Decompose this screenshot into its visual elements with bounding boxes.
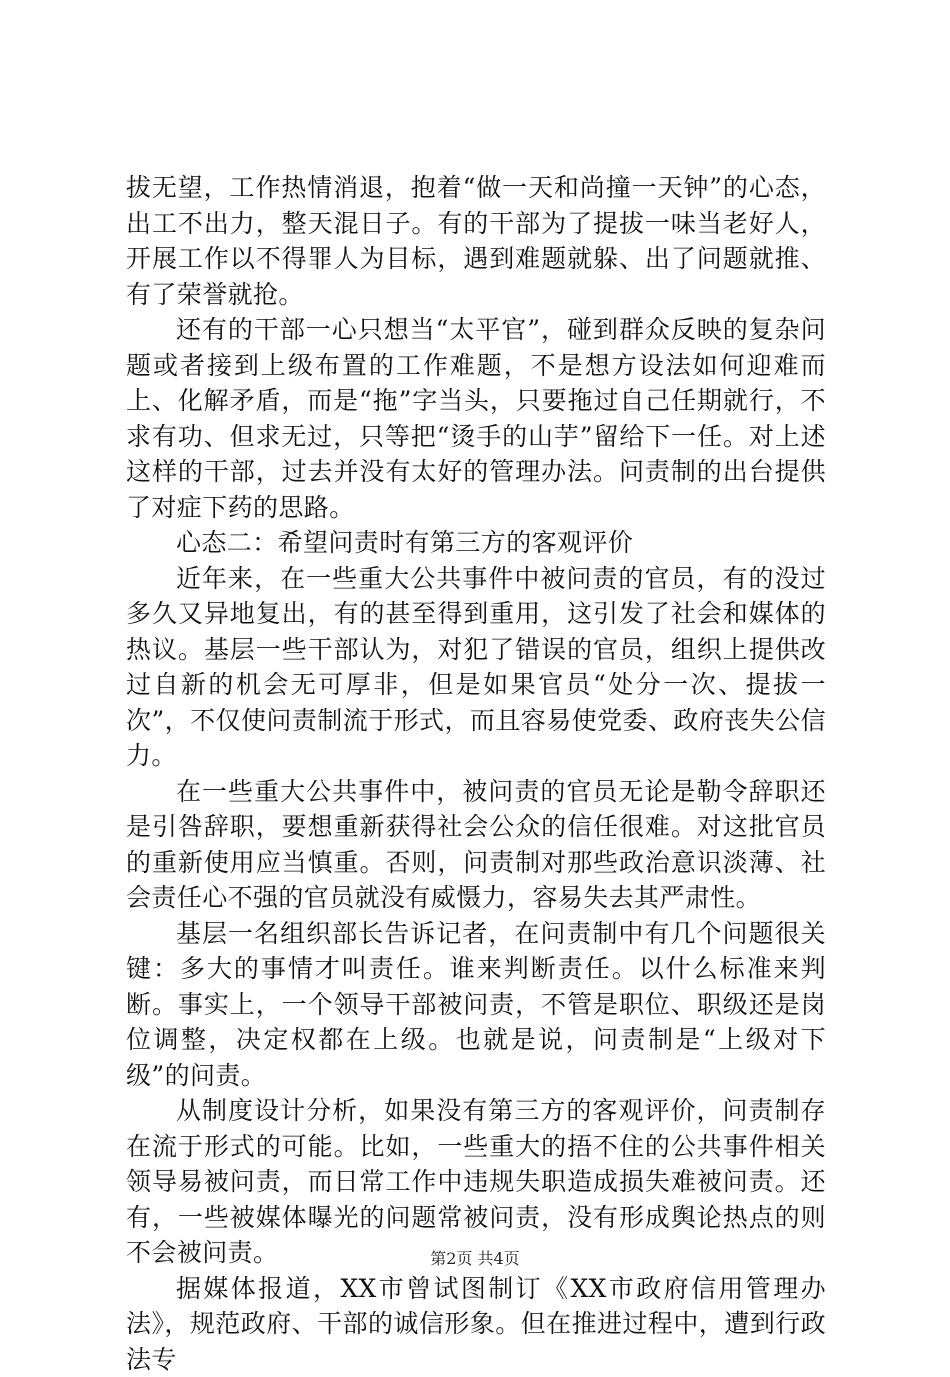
paragraph-3: 近年来，在一些重大公共事件中被问责的官员，有的没过多久又异地复出，有的甚至得到重用，这引发了社会和媒体的热议。基层一些干部认为，对犯了错误的官员，组织上提供改过自新的机会无可厚非，但是如果官员“处分一次、提拔一次”，不仅使问责制流于形式，而且容易使党委、政府丧失公信力。 — [126, 561, 826, 774]
paragraph-4: 在一些重大公共事件中，被问责的官员无论是勒令辞职还是引咎辞职，要想重新获得社会公众的信任很难。对这批官员的重新使用应当慎重。否则，问责制对那些政治意识淡薄、社会责任心不强的官员就没有威慑力，容易失去其严肃性。 — [126, 774, 826, 916]
paragraph-7: 据媒体报道，XX市曾试图制订《XX市政府信用管理办法》，规范政府、干部的诚信形象。但在推进过程中，遭到行政法专 — [126, 1271, 826, 1377]
section-heading: 心态二：希望问责时有第三方的客观评价 — [126, 525, 826, 561]
paragraph-1: 拔无望，工作热情消退，抱着“做一天和尚撞一天钟”的心态，出工不出力，整天混日子。有的干部为了提拔一味当老好人，开展工作以不得罪人为目标，遇到难题就躲、出了问题就推、有了荣誉就抢。 — [126, 170, 826, 312]
paragraph-2: 还有的干部一心只想当“太平官”，碰到群众反映的复杂问题或者接到上级布置的工作难题，不是想方设法如何迎难而上、化解矛盾，而是“拖”字当头，只要拖过自己任期就行，不求有功、但求无过，只等把“烫手的山芋”留给下一任。对上述这样的干部，过去并没有太好的管理办法。问责制的出台提供了对症下药的思路。 — [126, 312, 826, 525]
paragraph-5: 基层一名组织部长告诉记者，在问责制中有几个问题很关键：多大的事情才叫责任。谁来判断责任。以什么标准来判断。事实上，一个领导干部被问责，不管是职位、职级还是岗位调整，决定权都在上级。也就是说，问责制是“上级对下级”的问责。 — [126, 916, 826, 1094]
page-number-footer: 第2页 共4页 — [0, 1246, 950, 1269]
document-body — [126, 170, 826, 1377]
paragraph-6: 从制度设计分析，如果没有第三方的客观评价，问责制存在流于形式的可能。比如，一些重大的捂不住的公共事件相关领导易被问责，而日常工作中违规失职造成损失难被问责。还有，一些被媒体曝光的问题常被问责，没有形成舆论热点的则不会被问责。 — [126, 1093, 826, 1271]
